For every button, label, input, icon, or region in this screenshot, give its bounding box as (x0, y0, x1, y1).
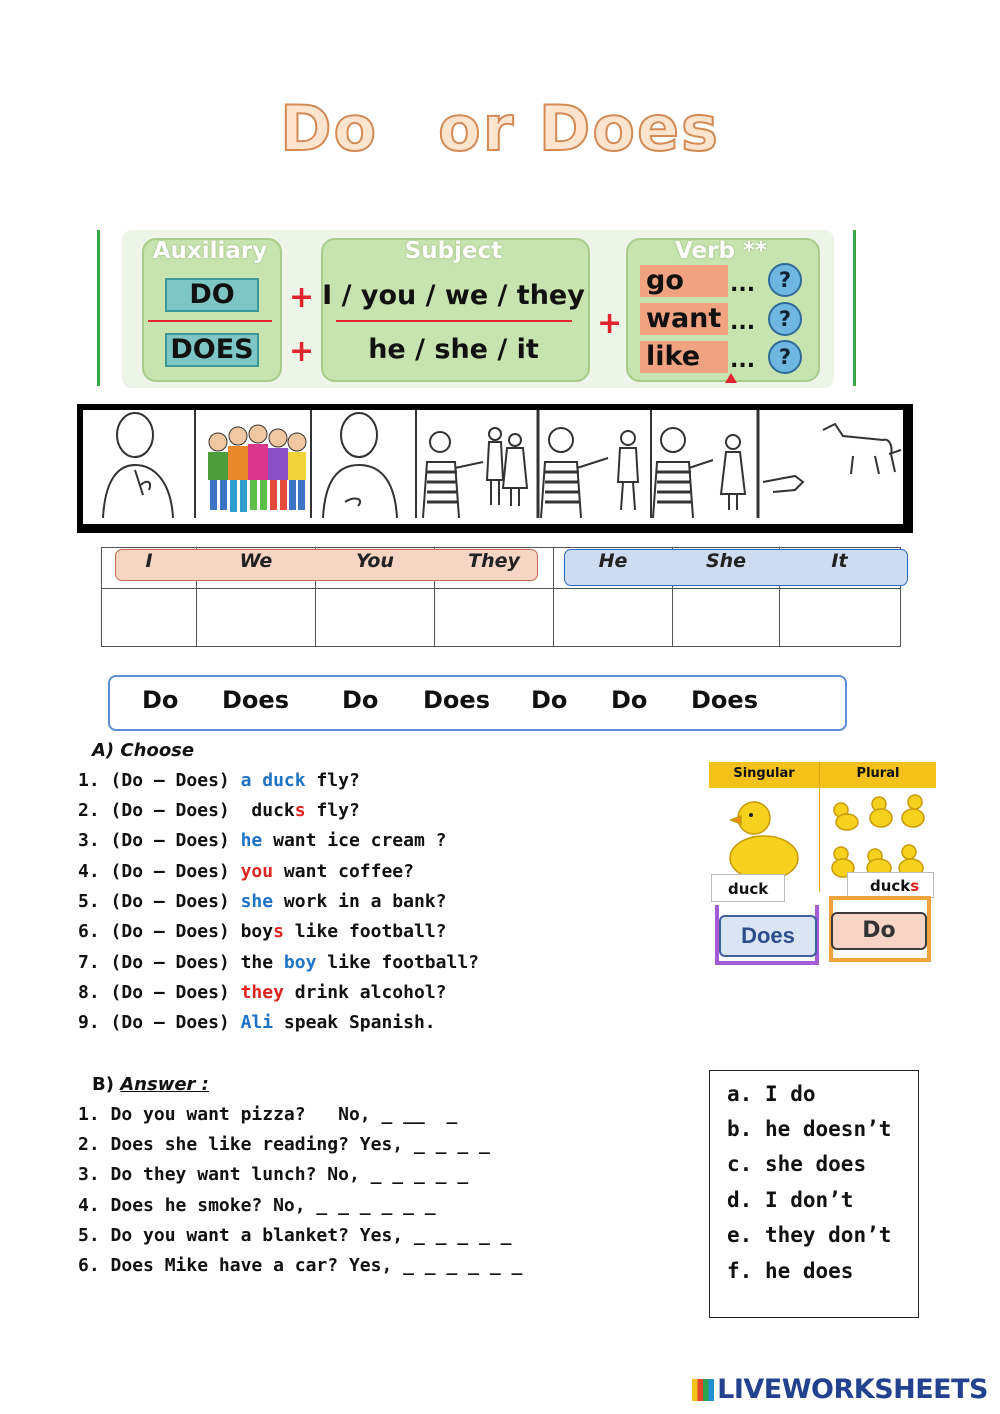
answer-item[interactable] (78, 1164, 468, 1185)
option-text: he does (764, 1259, 854, 1283)
word-chip-does[interactable]: Does (691, 686, 758, 714)
option-text: they don’t (764, 1223, 892, 1247)
pronoun-it: It (831, 550, 848, 572)
title-word-does: Does (538, 92, 720, 165)
plural-label: Plural (856, 766, 900, 781)
item-highlight: Ali (240, 1012, 274, 1033)
answer-item[interactable] (78, 1255, 522, 1276)
option-text: she does (764, 1152, 867, 1176)
left-divider (97, 230, 100, 386)
answer-option[interactable] (727, 1082, 816, 1106)
item-number: 1. (78, 770, 100, 791)
answer-item[interactable] (78, 1225, 512, 1246)
item-number: 7. (78, 952, 100, 973)
item-highlight: you (240, 861, 274, 882)
item-text: fly? (305, 800, 360, 821)
option-text: I don’t (764, 1188, 854, 1212)
choose-item[interactable] (78, 770, 360, 791)
option-letter: e. (727, 1223, 753, 1247)
item-text: (Do – Does) (110, 830, 241, 851)
right-divider (853, 230, 856, 386)
item-text: like football? (316, 952, 479, 973)
item-highlight: a duck (240, 770, 306, 791)
choose-item[interactable] (78, 891, 446, 912)
drop-cell-we[interactable] (197, 588, 314, 644)
verb-want: want (640, 303, 728, 335)
item-text: work in a bank? (273, 891, 447, 912)
item-number: 5. (78, 891, 100, 912)
answer-option[interactable] (727, 1117, 891, 1141)
answer-item[interactable] (78, 1195, 436, 1216)
option-letter: f. (727, 1259, 753, 1283)
item-text: want ice cream ? (262, 830, 447, 851)
answer-item[interactable] (78, 1104, 457, 1125)
item-number: 9. (78, 1012, 100, 1033)
item-text: Does Mike have a car? Yes, _ _ _ _ _ _ (110, 1255, 523, 1276)
auxiliary-header: Auxiliary (152, 238, 268, 264)
option-letter: a. (727, 1082, 753, 1106)
verb-go: go (640, 265, 728, 297)
pronoun-he: He (598, 550, 628, 572)
option-letter: d. (727, 1188, 753, 1212)
item-text: Does he smoke? No, _ _ _ _ _ _ (110, 1195, 436, 1216)
item-number: 4. (78, 1195, 100, 1216)
picture-strip (77, 404, 913, 533)
item-text: Do they want lunch? No, _ _ _ _ _ (110, 1164, 469, 1185)
item-text: (Do – Does) (110, 861, 241, 882)
item-text: Does she like reading? Yes, _ _ _ _ (110, 1134, 490, 1155)
answer-option[interactable] (727, 1259, 853, 1283)
liveworksheets-logo: LIVEWORKSHEETS (692, 1374, 988, 1405)
word-chip-do[interactable]: Do (611, 686, 648, 714)
item-text: Do you want pizza? No, _ __ _ (110, 1104, 458, 1125)
subject-divider (336, 320, 572, 322)
verb-header: Verb ** (674, 238, 767, 264)
item-text: (Do – Does) (110, 982, 241, 1003)
item-text: (Do – Does) the (110, 952, 284, 973)
drop-cell-he[interactable] (554, 588, 671, 644)
singular-label: Singular (733, 766, 795, 781)
drop-cell-i[interactable] (102, 588, 195, 644)
aux-do: DO (165, 278, 259, 312)
item-text: speak Spanish. (273, 1012, 436, 1033)
item-text: want coffee? (273, 861, 414, 882)
item-text: (Do – Does) (110, 770, 241, 791)
ducks-plural-label: ducks (847, 872, 934, 898)
question-icon: ? (768, 302, 802, 336)
subject-header: Subject (404, 238, 503, 264)
word-chip-does[interactable]: Does (423, 686, 490, 714)
item-number: 3. (78, 830, 100, 851)
choose-item[interactable] (78, 1012, 436, 1033)
logo-icon (692, 1379, 714, 1401)
item-number: 2. (78, 1134, 100, 1155)
page-title (0, 92, 1000, 165)
item-highlight: he (240, 830, 263, 851)
word-chip-do[interactable]: Do (342, 686, 379, 714)
section-b-heading: B) Answer : (92, 1074, 209, 1095)
item-text: like football? (283, 921, 447, 942)
plus-sign: + (289, 334, 315, 369)
plus-sign: + (289, 280, 315, 315)
item-highlight: s (273, 921, 284, 942)
choose-item[interactable] (78, 830, 447, 851)
item-text: fly? (305, 770, 360, 791)
item-text: drink alcohol? (283, 982, 447, 1003)
item-number: 6. (78, 921, 100, 942)
pronoun-illustrations (83, 410, 903, 518)
drop-cell-you[interactable] (316, 588, 433, 644)
item-number: 2. (78, 800, 100, 821)
item-highlight: they (240, 982, 284, 1003)
verb-dots: ... (730, 310, 756, 335)
option-text: he doesn’t (764, 1117, 892, 1141)
drop-cell-it[interactable] (780, 588, 898, 644)
aux-does: DOES (165, 333, 259, 367)
choose-item[interactable] (78, 921, 447, 942)
pronoun-we: We (239, 550, 273, 572)
subject-singular: he / she / it (368, 334, 539, 365)
choose-item[interactable] (78, 982, 447, 1003)
verb-like: like (640, 341, 728, 373)
option-text: I do (764, 1082, 816, 1106)
verb-dots: ... (730, 348, 756, 373)
aux-divider (148, 320, 272, 322)
item-text: (Do – Does) boy (110, 921, 274, 942)
answer-option[interactable] (727, 1223, 891, 1247)
item-number: 6. (78, 1255, 100, 1276)
question-icon: ? (768, 340, 802, 374)
word-chip-do[interactable]: Do (142, 686, 179, 714)
item-highlight: s (294, 800, 306, 821)
title-word-or: or (438, 92, 516, 165)
item-text: (Do – Does) (110, 1012, 241, 1033)
item-text: (Do – Does) duck (110, 800, 295, 821)
item-highlight: she (240, 891, 274, 912)
item-number: 4. (78, 861, 100, 882)
item-number: 1. (78, 1104, 100, 1125)
drop-cell-they[interactable] (435, 588, 552, 644)
pronoun-she: She (705, 550, 747, 572)
option-letter: b. (727, 1117, 753, 1141)
item-number: 3. (78, 1164, 100, 1185)
answer-item[interactable] (78, 1134, 490, 1155)
choose-item[interactable] (78, 800, 360, 821)
word-chip-does[interactable]: Does (222, 686, 289, 714)
verb-dots: ... (730, 272, 756, 297)
word-chip-do[interactable]: Do (531, 686, 568, 714)
does-label: Does (719, 915, 817, 957)
title-word-do: Do (280, 92, 379, 165)
singular-plural-box (709, 762, 936, 966)
duck-singular-label: duck (711, 874, 785, 902)
plus-sign: + (597, 306, 623, 341)
section-a-heading: A) Choose (92, 740, 195, 761)
subject-plural: I / you / we / they (322, 280, 585, 311)
pronoun-you: You (356, 550, 394, 572)
answer-option[interactable] (727, 1188, 853, 1212)
item-number: 8. (78, 982, 100, 1003)
do-label: Do (831, 912, 927, 950)
choose-item[interactable] (78, 952, 479, 973)
question-icon: ? (768, 263, 802, 297)
item-text: (Do – Does) (110, 891, 241, 912)
pronoun-i: I (145, 550, 153, 572)
item-text: Do you want a blanket? Yes, _ _ _ _ _ (110, 1225, 512, 1246)
drop-cell-she[interactable] (673, 588, 778, 644)
arrow-up-icon (725, 373, 737, 383)
item-number: 5. (78, 1225, 100, 1246)
choose-item[interactable] (78, 861, 414, 882)
pronoun-they: They (468, 550, 520, 572)
answer-option[interactable] (727, 1152, 866, 1176)
option-letter: c. (727, 1152, 753, 1176)
item-highlight: boy (283, 952, 317, 973)
